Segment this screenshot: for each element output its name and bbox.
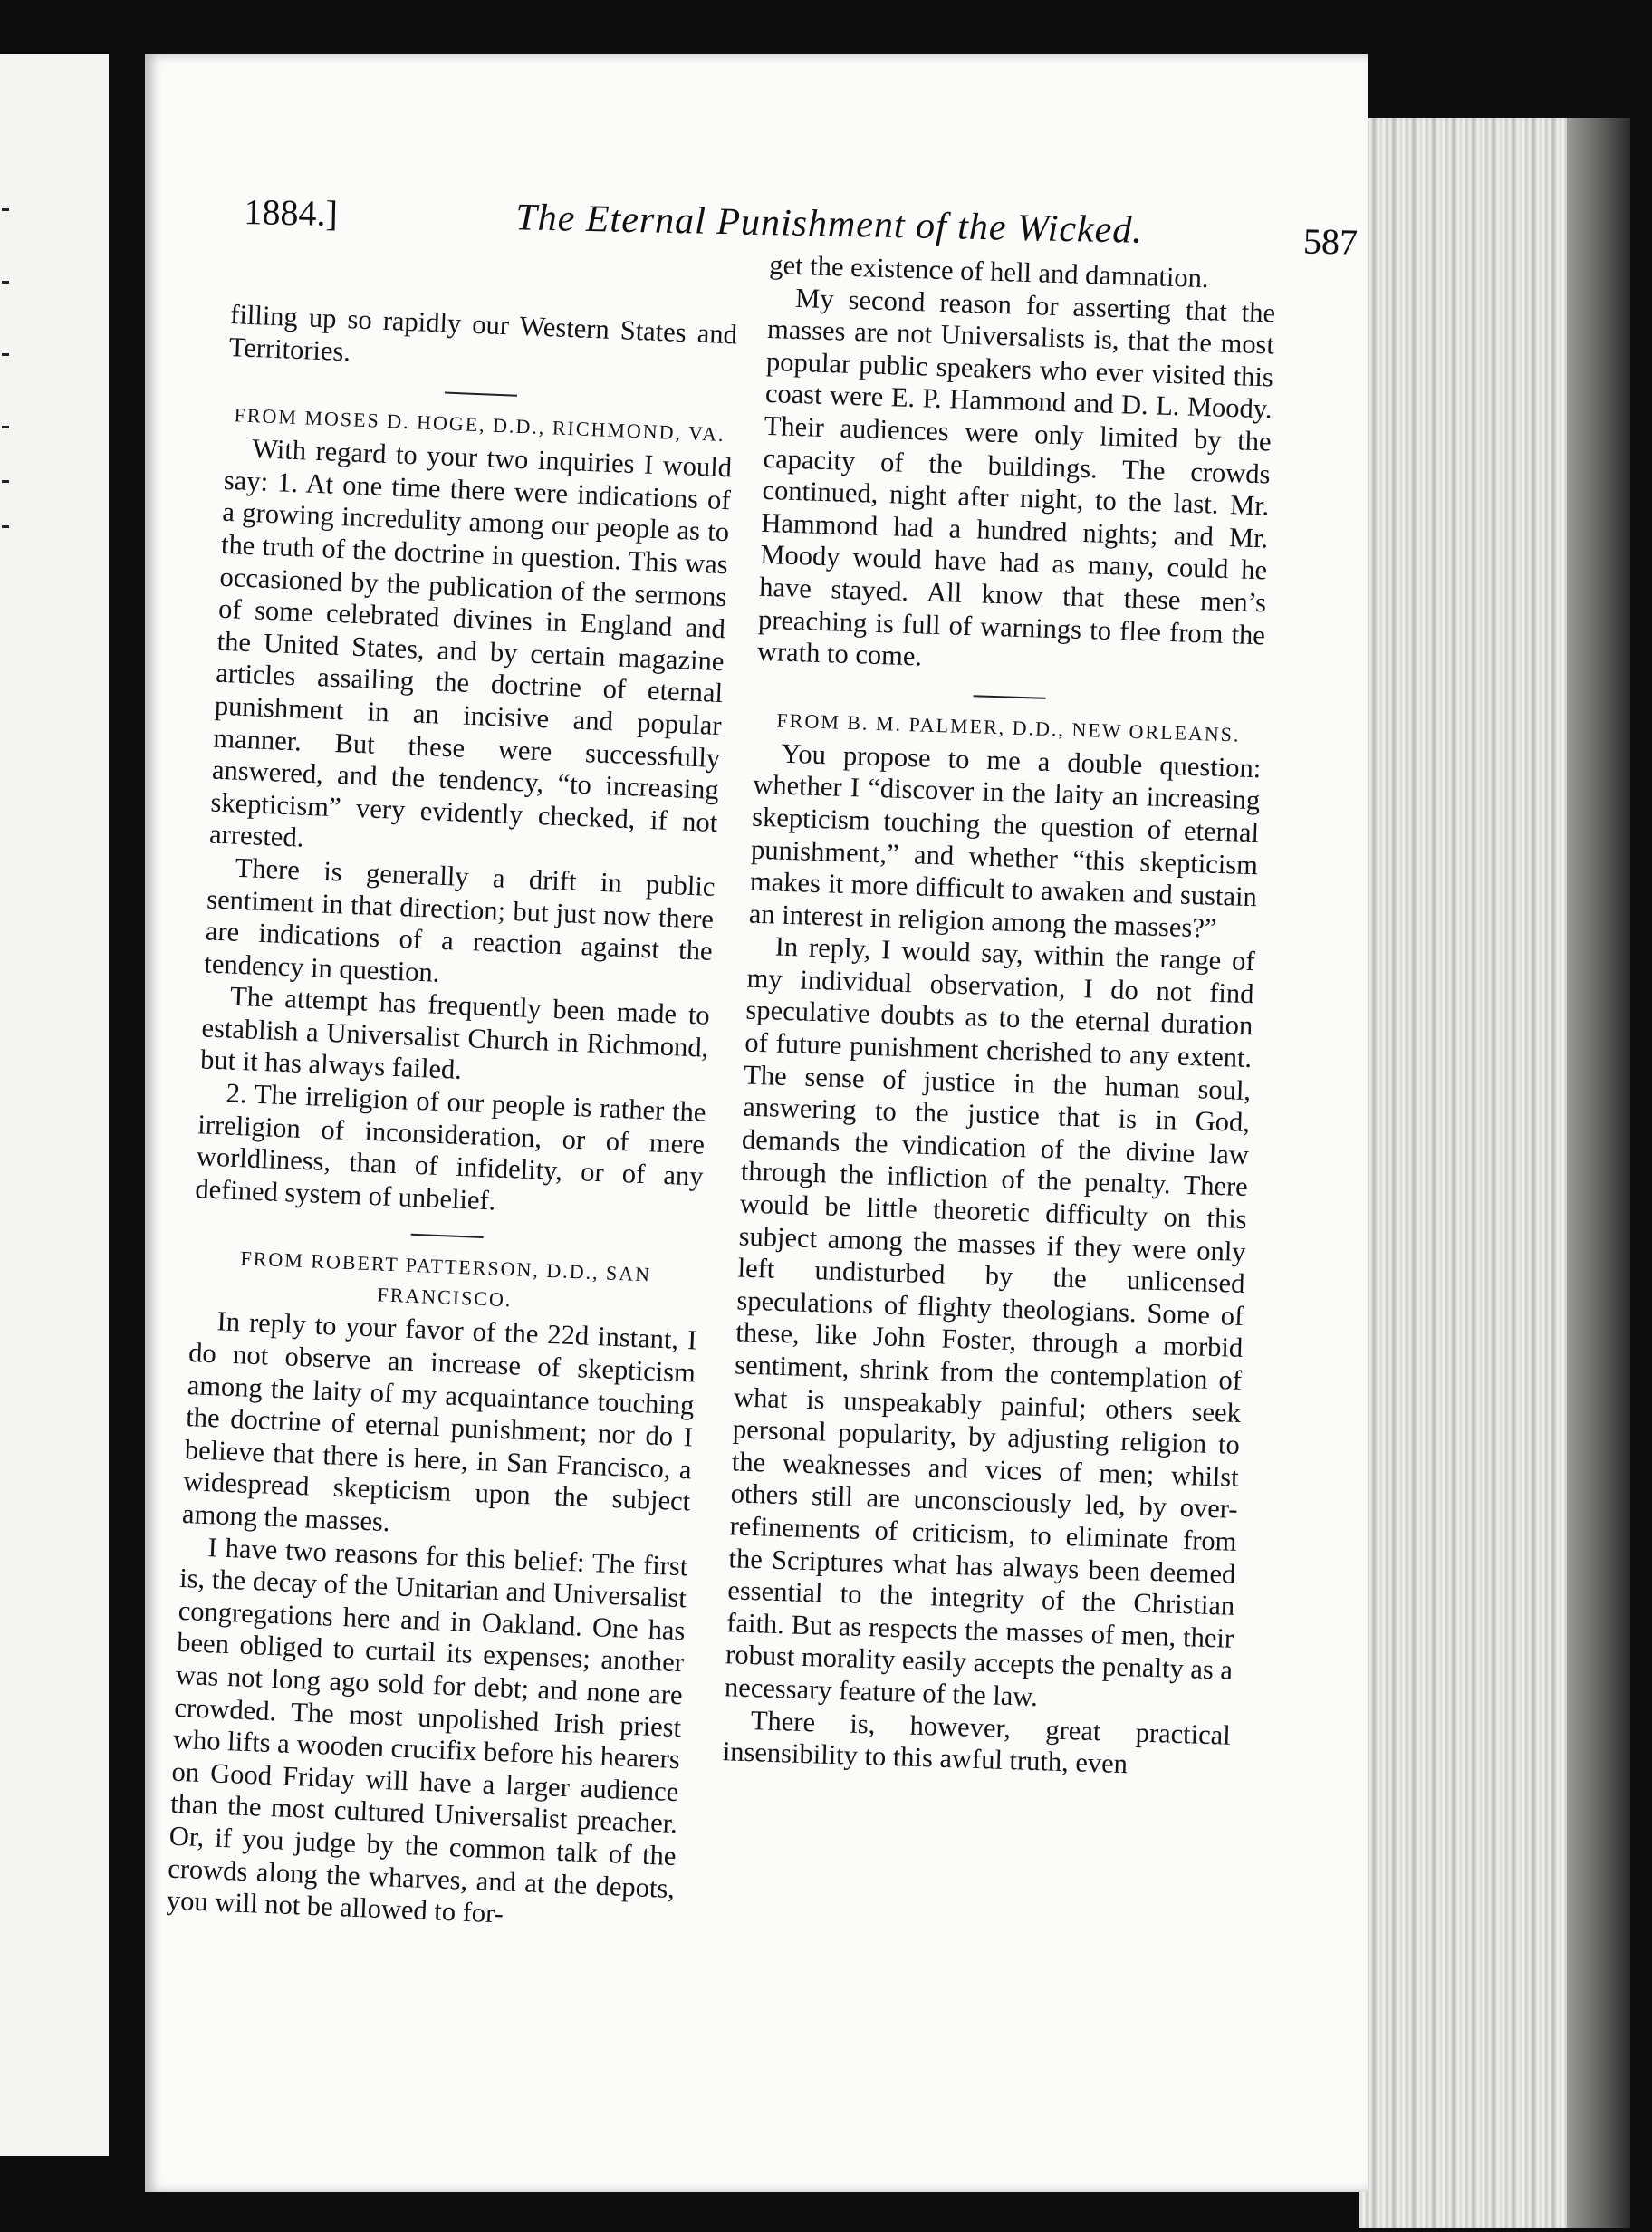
book-page	[145, 54, 1368, 2192]
paragraph: With regard to your two inquiries I would say: 1. At one time there were indications of a growing incredulity among our people as to the truth of the doctrine in question. This was occasioned by the publication of the sermons of some celebrated divines in England and the United States, and by certain magazine articles assailing the doctrine of eternal punishment in an incisive and popular manner. But these were successfully answered, and the tendency, “to increasing skepticism” very evidently checked, if not arrested.	[208, 433, 733, 854]
paragraph: I have two reasons for this belief: The first is, the decay of the Unitarian and Universalist congregations here and in Oakland. One has been obliged to curtail its expenses; another was not long ago sold for debt; and none are crowded. The most unpolished Irish priest who lifts a wooden crucifix before his hearers on Good Friday will have a larger audience than the most cultured Universalist preacher. Or, if you judge by the common talk of the crowds along the wharves, and at the depots, you will not be allowed to for-	[166, 1531, 688, 1929]
right-text-column	[722, 249, 1276, 1784]
section-rule	[411, 1234, 484, 1238]
paragraph: In reply to your favor of the 22d instant, I do not observe an increase of skepticism among the laity of my acquaintance touching the doctrine of eternal punishment; nor do I believe that there is here, in San Francisco, a widespread skepticism upon the subject among the masses.	[181, 1305, 697, 1538]
paragraph: In reply, I would say, within the range of my individual observation, I do not find speculative doubts as to the eternal duration of future punishment cherished to any extent. The sense of justice in the human soul, answering to the justice that is in God, demands the vindication of the divine law through the infliction of the penalty. There would be little theoretic difficulty on this subject among the masses if they were only left undisturbed by the unlicensed speculations of flighty theologians. Some of these, like John Foster, through a morbid sentiment, shrink from the contemplation of what is unspeakably painful; others seek personal popularity, by adjusting religion to the weaknesses and vices of men; whilst others still are unconsciously led, by over-refinements of criticism, to eliminate from the Scriptures what has always been deemed essential to the integrity of the Christian faith. But as respects the masses of men, their robust morality easily accepts the penalty as a necessary feature of the law.	[724, 930, 1256, 1713]
facing-page-edge	[0, 54, 109, 2156]
running-head-year: 1884.]	[244, 190, 339, 235]
paragraph: 2. The irreligion of our people is rather the irreligion of inconsideration, or of mere worldliness, than of infidelity, or of any defined system of unbelief.	[194, 1077, 707, 1217]
paragraph: filling up so rapidly our Western States and Territories.	[228, 299, 738, 367]
paragraph: There is, however, great practical insensibility to this awful truth, even	[722, 1704, 1232, 1780]
letter-heading: FROM MOSES D. HOGE, D.D., RICHMOND, VA.	[234, 403, 726, 447]
book-page-edges	[1359, 118, 1630, 2228]
paragraph: You propose to me a double question: whether I “discover in the laity an increasing skepticism touching the question of eternal punishment,” and whether “this skepticism makes it more difficult to awaken and sustain an interest in religion among the masses?”	[748, 737, 1262, 944]
paragraph: get the existence of hell and damnation.	[768, 249, 1210, 294]
section-rule	[974, 695, 1046, 699]
running-head-title: The Eternal Punishment of the Wicked.	[514, 197, 1144, 252]
paragraph: My second reason for asserting that the masses are not Universalists is, that the most popular public speakers who ever visited this coast were E. P. Hammond and D. L. Moody. Their audiences were only limited by the capacity of the buildings. The crowds continued, night after night, to the last. Mr. Hammond had a hundred nights; and Mr. Moody would have had as many, could he have stayed. All know that these men’s preaching is full of warnings to flee from the wrath to come.	[756, 282, 1276, 672]
paragraph: There is generally a drift in public sentiment in that direction; but just now there are indications of a reaction against the tendency in question.	[203, 851, 716, 988]
letter-heading: FROM ROBERT PATTERSON, D.D., SAN FRANCISCO.	[240, 1246, 652, 1312]
page-number: 587	[1302, 220, 1359, 263]
paragraph: The attempt has frequently been made to establish a Universalist Church in Richmond, but it has always failed.	[199, 980, 711, 1086]
section-rule	[445, 392, 517, 397]
letter-heading: FROM B. M. PALMER, D.D., NEW ORLEANS.	[776, 708, 1241, 746]
left-text-column	[166, 299, 737, 1938]
